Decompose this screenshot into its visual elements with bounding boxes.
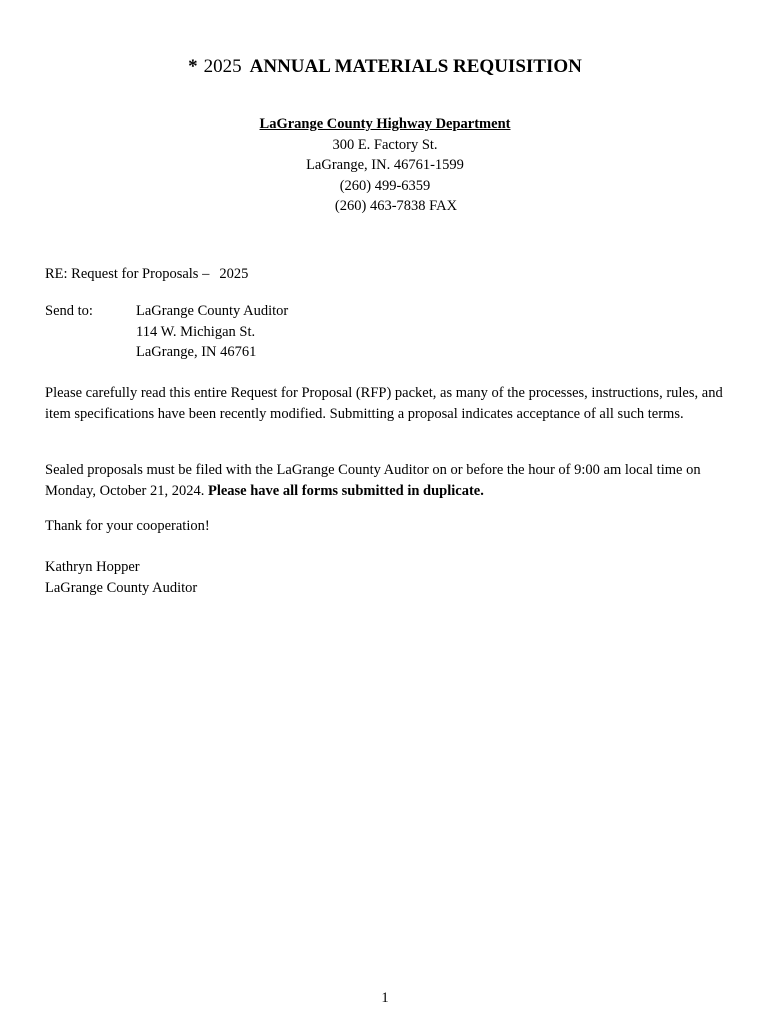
send-to-address xyxy=(136,301,288,363)
send-to-line: LaGrange, IN 46761 xyxy=(136,344,257,360)
deadline-paragraph xyxy=(45,460,725,501)
send-to-line: 114 W. Michigan St. xyxy=(136,323,256,340)
department-city: LaGrange, IN. 46761-1599 xyxy=(306,157,464,173)
send-to-label: Send to: xyxy=(45,303,93,319)
page-number: 1 xyxy=(381,990,389,1006)
department-phone: (260) 499-6359 xyxy=(339,177,431,194)
signature-title: LaGrange County Auditor xyxy=(45,579,198,596)
re-year: 2025 xyxy=(219,266,249,282)
instructions-paragraph: Please carefully read this entire Request for Proposal (RFP) packet, as many of the processes, instructions, rules, and item specifications have been recently modified. Submitting a proposal indicates acceptance of all such terms. xyxy=(45,385,723,422)
department-fax: (260) 463-7838 FAX xyxy=(334,198,458,214)
department-name: LaGrange County Highway Department xyxy=(259,116,511,132)
title-heading: ANNUAL MATERIALS REQUISITION xyxy=(249,56,582,77)
title-year: 2025 xyxy=(203,56,242,77)
duplicate-notice: Please have all forms submitted in duplicate. xyxy=(207,482,484,499)
thanks-paragraph: Thank for your cooperation! xyxy=(45,518,210,534)
deadline-text: Sealed proposals must be filed with the LaGrange County Auditor on or before the hour of 9:00 am local time on Monday, October 21, 2024. xyxy=(45,462,701,499)
send-to-line: LaGrange County Auditor xyxy=(136,303,289,319)
document-title xyxy=(0,54,770,80)
department-address-block xyxy=(0,114,770,217)
re-line xyxy=(45,264,248,285)
signature-name: Kathryn Hopper xyxy=(45,559,140,575)
re-text: RE: Request for Proposals – xyxy=(45,266,210,282)
signature-block xyxy=(45,557,725,598)
department-street: 300 E. Factory St. xyxy=(332,136,438,153)
title-asterisk: * xyxy=(188,56,198,77)
